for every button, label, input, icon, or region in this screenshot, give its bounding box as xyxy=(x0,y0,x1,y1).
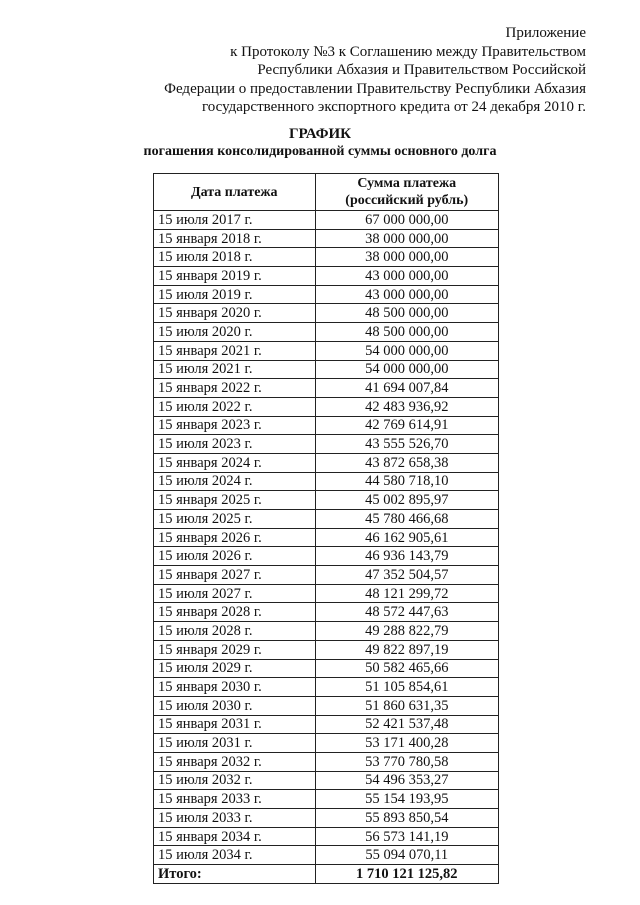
payment-amount-cell: 54 000 000,00 xyxy=(315,341,499,360)
payment-date-cell: 15 июля 2022 г. xyxy=(154,397,316,416)
payment-amount-cell: 43 000 000,00 xyxy=(315,285,499,304)
payment-amount-cell: 50 582 465,66 xyxy=(315,659,499,678)
payment-amount-cell: 49 288 822,79 xyxy=(315,622,499,641)
column-header-amount-line2: (российский рубль) xyxy=(345,193,469,208)
table-row xyxy=(154,510,499,529)
table-row xyxy=(154,267,499,286)
payment-date-cell: 15 января 2023 г. xyxy=(154,416,316,435)
payment-date-cell: 15 января 2019 г. xyxy=(154,267,316,286)
payment-date-cell: 15 июля 2024 г. xyxy=(154,472,316,491)
table-row xyxy=(154,248,499,267)
payment-amount-cell: 48 572 447,63 xyxy=(315,603,499,622)
table-row xyxy=(154,229,499,248)
table-row xyxy=(154,341,499,360)
table-row xyxy=(154,491,499,510)
payment-amount-cell: 48 121 299,72 xyxy=(315,584,499,603)
table-row xyxy=(154,603,499,622)
payment-date-cell: 15 июля 2033 г. xyxy=(154,809,316,828)
payment-schedule-table xyxy=(153,173,499,884)
table-row xyxy=(154,379,499,398)
payment-amount-cell: 44 580 718,10 xyxy=(315,472,499,491)
table-row xyxy=(154,696,499,715)
payment-date-cell: 15 июля 2020 г. xyxy=(154,323,316,342)
table-row xyxy=(154,790,499,809)
payment-amount-cell: 51 860 631,35 xyxy=(315,696,499,715)
payment-date-cell: 15 июля 2017 г. xyxy=(154,211,316,230)
payment-date-cell: 15 июля 2031 г. xyxy=(154,734,316,753)
payment-date-cell: 15 января 2028 г. xyxy=(154,603,316,622)
annex-line: к Протоколу №3 к Соглашению между Правительством xyxy=(230,43,586,60)
document-title: ГРАФИК xyxy=(288,126,352,142)
table-row xyxy=(154,435,499,454)
payment-amount-cell: 38 000 000,00 xyxy=(315,248,499,267)
table-row xyxy=(154,323,499,342)
payment-amount-cell: 45 780 466,68 xyxy=(315,510,499,529)
payment-amount-cell: 55 154 193,95 xyxy=(315,790,499,809)
table-row xyxy=(154,360,499,379)
table-row xyxy=(154,416,499,435)
payment-amount-cell: 43 872 658,38 xyxy=(315,453,499,472)
table-row xyxy=(154,211,499,230)
payment-date-cell: 15 июля 2030 г. xyxy=(154,696,316,715)
payment-amount-cell: 49 822 897,19 xyxy=(315,640,499,659)
payment-amount-cell: 46 936 143,79 xyxy=(315,547,499,566)
table-body xyxy=(154,211,499,884)
table-row xyxy=(154,752,499,771)
payment-amount-cell: 55 094 070,11 xyxy=(315,846,499,865)
payment-amount-cell: 48 500 000,00 xyxy=(315,304,499,323)
annex-line: государственного экспортного кредита от 24 декабря 2010 г. xyxy=(201,99,586,115)
column-header-amount xyxy=(315,174,499,211)
payment-amount-cell: 54 000 000,00 xyxy=(315,360,499,379)
payment-date-cell: 15 января 2029 г. xyxy=(154,640,316,659)
table-row xyxy=(154,734,499,753)
payment-amount-cell: 53 171 400,28 xyxy=(315,734,499,753)
table-row xyxy=(154,846,499,865)
payment-date-cell: 15 января 2020 г. xyxy=(154,304,316,323)
table-row xyxy=(154,397,499,416)
payment-amount-cell: 41 694 007,84 xyxy=(315,379,499,398)
payment-amount-cell: 56 573 141,19 xyxy=(315,827,499,846)
payment-amount-cell: 46 162 905,61 xyxy=(315,528,499,547)
payment-amount-cell: 48 500 000,00 xyxy=(315,323,499,342)
annex-header xyxy=(116,24,586,117)
table-row xyxy=(154,715,499,734)
table-row xyxy=(154,566,499,585)
payment-date-cell: 15 января 2031 г. xyxy=(154,715,316,734)
payment-amount-cell: 55 893 850,54 xyxy=(315,809,499,828)
payment-date-cell: 15 января 2027 г. xyxy=(154,566,316,585)
payment-date-cell: 15 июля 2025 г. xyxy=(154,510,316,529)
payment-amount-cell: 43 000 000,00 xyxy=(315,267,499,286)
payment-date-cell: 15 января 2025 г. xyxy=(154,491,316,510)
payment-date-cell: 15 июля 2019 г. xyxy=(154,285,316,304)
annex-line: Федерации о предоставлении Правительству Республики Абхазия xyxy=(164,80,586,97)
table-row xyxy=(154,547,499,566)
payment-date-cell: 15 января 2034 г. xyxy=(154,827,316,846)
table-row xyxy=(154,809,499,828)
table-row xyxy=(154,827,499,846)
table-row xyxy=(154,584,499,603)
payment-date-cell: 15 июля 2034 г. xyxy=(154,846,316,865)
table-row xyxy=(154,659,499,678)
total-amount: 1 710 121 125,82 xyxy=(315,865,499,884)
table-row xyxy=(154,678,499,697)
payment-amount-cell: 54 496 353,27 xyxy=(315,771,499,790)
table-row xyxy=(154,453,499,472)
payment-amount-cell: 47 352 504,57 xyxy=(315,566,499,585)
annex-line: Приложение xyxy=(505,25,586,41)
payment-amount-cell: 52 421 537,48 xyxy=(315,715,499,734)
payment-date-cell: 15 июля 2021 г. xyxy=(154,360,316,379)
payment-date-cell: 15 июля 2029 г. xyxy=(154,659,316,678)
table-header-row xyxy=(154,174,499,211)
table-row xyxy=(154,622,499,641)
table-row xyxy=(154,771,499,790)
payment-amount-cell: 53 770 780,58 xyxy=(315,752,499,771)
payment-amount-cell: 43 555 526,70 xyxy=(315,435,499,454)
payment-date-cell: 15 июля 2018 г. xyxy=(154,248,316,267)
payment-date-cell: 15 января 2030 г. xyxy=(154,678,316,697)
payment-date-cell: 15 января 2018 г. xyxy=(154,229,316,248)
payment-date-cell: 15 января 2024 г. xyxy=(154,453,316,472)
table-row xyxy=(154,528,499,547)
payment-amount-cell: 38 000 000,00 xyxy=(315,229,499,248)
column-header-date: Дата платежа xyxy=(154,174,316,211)
payment-date-cell: 15 января 2026 г. xyxy=(154,528,316,547)
payment-amount-cell: 67 000 000,00 xyxy=(315,211,499,230)
payment-amount-cell: 51 105 854,61 xyxy=(315,678,499,697)
table-row xyxy=(154,285,499,304)
total-label: Итого: xyxy=(154,865,316,884)
payment-date-cell: 15 июля 2028 г. xyxy=(154,622,316,641)
payment-date-cell: 15 января 2033 г. xyxy=(154,790,316,809)
document-subtitle: погашения консолидированной суммы основного долга xyxy=(143,144,497,159)
table-row xyxy=(154,640,499,659)
payment-date-cell: 15 июля 2026 г. xyxy=(154,547,316,566)
payment-date-cell: 15 июля 2023 г. xyxy=(154,435,316,454)
payment-date-cell: 15 января 2022 г. xyxy=(154,379,316,398)
total-row xyxy=(154,865,499,884)
table-row xyxy=(154,304,499,323)
payment-date-cell: 15 января 2021 г. xyxy=(154,341,316,360)
column-header-amount-line1: Сумма платежа xyxy=(357,176,457,191)
payment-amount-cell: 45 002 895,97 xyxy=(315,491,499,510)
payment-date-cell: 15 июля 2032 г. xyxy=(154,771,316,790)
payment-date-cell: 15 января 2032 г. xyxy=(154,752,316,771)
table-row xyxy=(154,472,499,491)
annex-line: Республики Абхазия и Правительством Российской xyxy=(257,62,586,78)
payment-amount-cell: 42 769 614,91 xyxy=(315,416,499,435)
payment-amount-cell: 42 483 936,92 xyxy=(315,397,499,416)
payment-date-cell: 15 июля 2027 г. xyxy=(154,584,316,603)
